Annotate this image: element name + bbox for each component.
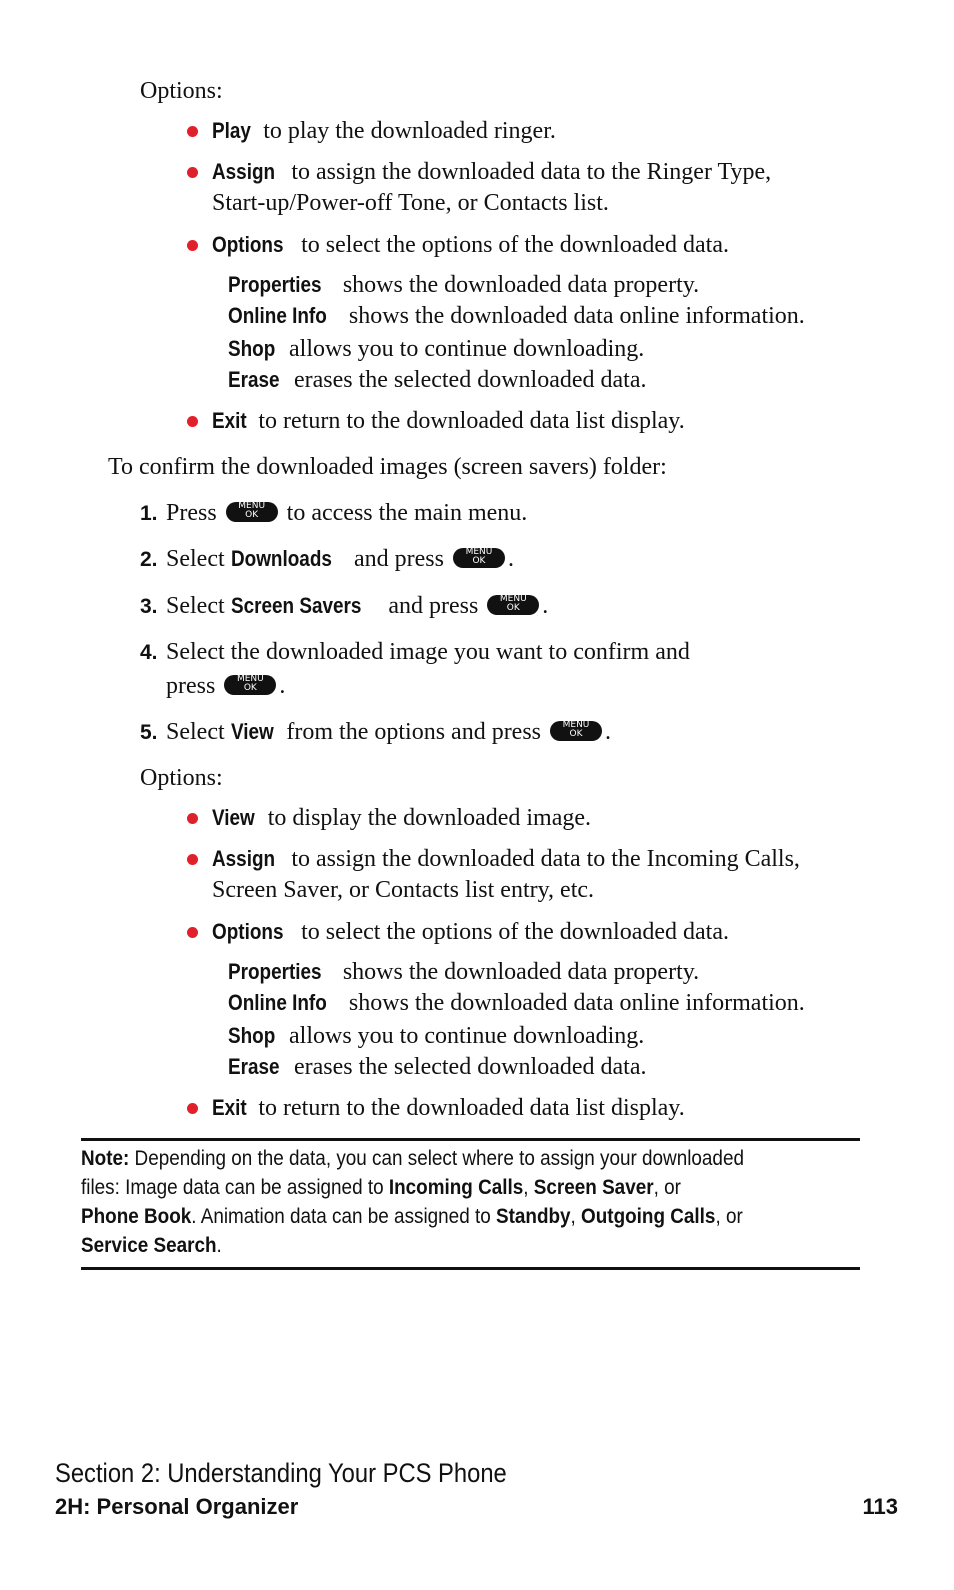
option-exit: Exit to return to the downloaded data list display. bbox=[212, 408, 685, 434]
sub-erase: Erase erases the selected downloaded data. bbox=[228, 1054, 647, 1080]
menu-ok-key-icon: MENU OK bbox=[453, 548, 505, 568]
chapter-title: 2H: Personal Organizer bbox=[55, 1494, 299, 1519]
step-1: 1. Press MENU OK to access the main menu. bbox=[140, 500, 528, 526]
bullet-icon bbox=[187, 416, 198, 427]
option-play: Play to play the downloaded ringer. bbox=[212, 118, 556, 144]
menu-ok-key-icon: MENU OK bbox=[224, 675, 276, 695]
option-options: Options to select the options of the downloaded data. bbox=[212, 919, 729, 945]
options-label: Options: bbox=[140, 78, 223, 104]
note-line-4: Service Search. bbox=[81, 1234, 222, 1257]
bullet-icon bbox=[187, 813, 198, 824]
bullet-icon bbox=[187, 1103, 198, 1114]
note-bottom-rule bbox=[81, 1267, 860, 1270]
sub-online-info: Online Info shows the downloaded data online information. bbox=[228, 303, 805, 329]
option-view: View to display the downloaded image. bbox=[212, 805, 592, 831]
option-exit: Exit to return to the downloaded data list display. bbox=[212, 1095, 685, 1121]
bullet-icon bbox=[187, 854, 198, 865]
intro-text: To confirm the downloaded images (screen savers) folder: bbox=[108, 454, 667, 480]
option-assign-cont: Screen Saver, or Contacts list entry, etc. bbox=[212, 877, 595, 903]
bullet-icon bbox=[187, 167, 198, 178]
bullet-icon bbox=[187, 927, 198, 938]
sub-erase: Erase erases the selected downloaded data. bbox=[228, 367, 647, 393]
sub-properties: Properties shows the downloaded data property. bbox=[228, 959, 700, 985]
menu-ok-key-icon: MENU OK bbox=[487, 595, 539, 615]
menu-ok-key-icon: MENU OK bbox=[226, 502, 278, 522]
note-top-rule bbox=[81, 1138, 860, 1141]
sub-shop: Shop allows you to continue downloading. bbox=[228, 336, 645, 362]
note-line-2: files: Image data can be assigned to Incoming Calls, Screen Saver, or bbox=[81, 1176, 681, 1199]
menu-ok-key-icon: MENU OK bbox=[550, 721, 602, 741]
options-label: Options: bbox=[140, 765, 223, 791]
bullet-icon bbox=[187, 126, 198, 137]
note-line-1: Note: Depending on the data, you can select where to assign your downloaded bbox=[81, 1147, 744, 1170]
option-options: Options to select the options of the downloaded data. bbox=[212, 232, 729, 258]
page-number: 113 bbox=[862, 1494, 898, 1519]
option-assign-cont: Start-up/Power-off Tone, or Contacts list. bbox=[212, 190, 609, 216]
step-4-cont: press MENU OK . bbox=[166, 673, 286, 699]
step-4: 4. Select the downloaded image you want to confirm and bbox=[140, 639, 690, 665]
note-box bbox=[81, 1144, 782, 1260]
step-3: 3. Select Screen Savers and press MENU OK . bbox=[140, 593, 549, 619]
step-5: 5. Select View from the options and press MENU OK . bbox=[140, 719, 612, 745]
option-assign: Assign to assign the downloaded data to the Ringer Type, bbox=[212, 159, 772, 185]
note-line-3: Phone Book. Animation data can be assigned to Standby, Outgoing Calls, or bbox=[81, 1205, 743, 1228]
sub-properties: Properties shows the downloaded data property. bbox=[228, 272, 700, 298]
bullet-icon bbox=[187, 240, 198, 251]
sub-shop: Shop allows you to continue downloading. bbox=[228, 1023, 645, 1049]
sub-online-info: Online Info shows the downloaded data online information. bbox=[228, 990, 805, 1016]
step-2: 2. Select Downloads and press MENU OK . bbox=[140, 546, 514, 572]
option-assign: Assign to assign the downloaded data to the Incoming Calls, bbox=[212, 846, 800, 872]
section-title: Section 2: Understanding Your PCS Phone bbox=[55, 1458, 507, 1488]
